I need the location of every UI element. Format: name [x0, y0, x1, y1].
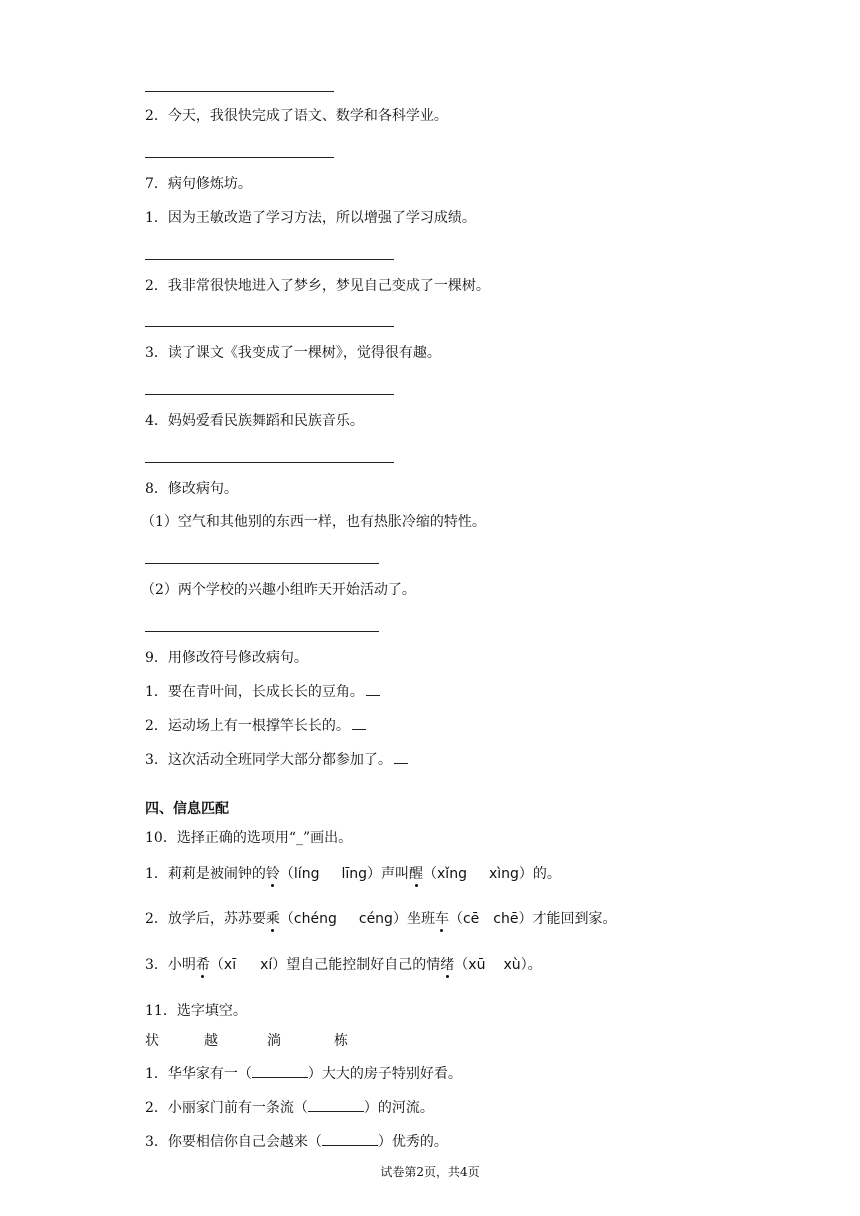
q10-1-text-c: 的。	[532, 866, 561, 882]
dotted-char: 乘	[265, 911, 280, 927]
q11-title: 11．选字填空。	[145, 1003, 247, 1019]
dotted-char: 绪	[440, 957, 455, 973]
pinyin-option[interactable]: chē）	[493, 911, 533, 927]
fill-blank[interactable]	[308, 1099, 364, 1112]
q10-2-text-b: 坐班	[406, 911, 435, 927]
char-choice: 栋	[334, 1033, 348, 1049]
q11-2-text-a: 2．小丽家门前有一条流（	[145, 1100, 308, 1116]
q9-item-1	[145, 683, 380, 701]
q10-item-3	[145, 956, 542, 974]
answer-line[interactable]	[145, 394, 394, 395]
pinyin-option[interactable]: （líng	[279, 866, 320, 882]
answer-line[interactable]	[145, 326, 394, 327]
q10-3-text-b: 望自己能控制好自己的情	[286, 957, 441, 973]
q9-item-2	[145, 717, 366, 735]
q9-item-1-text: 1．要在青叶间，长成长长的豆角。	[145, 684, 364, 700]
dotted-char: 铃	[265, 866, 280, 882]
q11-item-2	[145, 1099, 434, 1117]
pinyin-option[interactable]: xìng）	[488, 866, 533, 882]
dotted-char: 醒	[409, 866, 424, 882]
q11-1-text-a: 1．华华家有一（	[145, 1066, 252, 1082]
q10-2-text-a: 2．放学后，苏苏要	[145, 911, 266, 927]
char-choice: 淌	[267, 1033, 281, 1049]
q10-1-text-b: 声叫	[381, 866, 410, 882]
q9-item-3	[145, 751, 408, 769]
q8-title: 8．修改病句。	[145, 481, 238, 497]
q9-title: 9．用修改符号修改病句。	[145, 650, 308, 666]
q7-item-2: 2．我非常很快地进入了梦乡，梦见自己变成了一棵树。	[145, 278, 490, 294]
q7-title: 7．病句修炼坊。	[145, 176, 252, 192]
pinyin-option[interactable]: （cē	[448, 911, 480, 927]
answer-line[interactable]	[145, 91, 334, 92]
q10-2-text-c: 才能回到家。	[532, 911, 617, 927]
q11-2-text-b: ）的河流。	[363, 1100, 434, 1116]
char-choice: 状	[145, 1033, 159, 1049]
q7-item-4: 4．妈妈爱看民族舞蹈和民族音乐。	[145, 413, 364, 429]
q6-item-2: 2．今天，我很快完成了语文、数学和各科学业。	[145, 108, 448, 124]
q10-title: 10．选择正确的选项用“_”画出。	[145, 830, 353, 846]
char-choice: 越	[204, 1033, 218, 1049]
q10-3-text-c: 。	[527, 957, 542, 973]
q11-item-3	[145, 1133, 448, 1151]
q10-item-1	[145, 865, 561, 883]
mark-blank[interactable]	[352, 717, 366, 730]
answer-line[interactable]	[145, 631, 379, 632]
fill-blank[interactable]	[252, 1065, 308, 1078]
pinyin-option[interactable]: （chéng	[279, 911, 337, 927]
q11-1-text-b: ）大大的房子特别好看。	[307, 1066, 462, 1082]
q11-3-text-a: 3．你要相信你自己会越来（	[145, 1134, 322, 1150]
dotted-char: 车	[434, 911, 449, 927]
pinyin-option[interactable]: céng）	[358, 911, 407, 927]
q9-item-2-text: 2．运动场上有一根撑竿长长的。	[145, 718, 350, 734]
q10-3-text-a: 3．小明	[145, 957, 196, 973]
answer-line[interactable]	[145, 462, 394, 463]
q7-item-3: 3．读了课文《我变成了一棵树》，觉得很有趣。	[145, 345, 441, 361]
pinyin-option[interactable]: xí）	[260, 957, 287, 973]
pinyin-option[interactable]: （xū	[454, 957, 486, 973]
q8-item-2: （2）两个学校的兴趣小组昨天开始活动了。	[141, 582, 416, 598]
q8-item-1: （1）空气和其他别的东西一样，也有热胀冷缩的特性。	[141, 514, 486, 530]
section-heading: 四、信息匹配	[145, 801, 229, 817]
pinyin-option[interactable]: līng）	[341, 866, 382, 882]
page-footer: 试卷第2页，共4页	[380, 1165, 480, 1179]
fill-blank[interactable]	[322, 1133, 378, 1146]
mark-blank[interactable]	[394, 751, 408, 764]
pinyin-option[interactable]: （xǐng	[423, 866, 467, 882]
q11-3-text-b: ）优秀的。	[377, 1134, 448, 1150]
q7-item-1: 1．因为王敏改造了学习方法，所以增强了学习成绩。	[145, 210, 476, 226]
answer-line[interactable]	[145, 563, 379, 564]
q11-item-1	[145, 1065, 462, 1083]
mark-blank[interactable]	[366, 683, 380, 696]
pinyin-option[interactable]: xù）	[503, 957, 528, 973]
answer-line[interactable]	[145, 259, 394, 260]
q10-item-2	[145, 910, 616, 928]
q9-item-3-text: 3．这次活动全班同学大部分都参加了。	[145, 752, 392, 768]
dotted-char: 希	[195, 957, 210, 973]
q10-1-text-a: 1．莉莉是被闹钟的	[145, 866, 266, 882]
answer-line[interactable]	[145, 157, 334, 158]
pinyin-option[interactable]: （xī	[209, 957, 237, 973]
